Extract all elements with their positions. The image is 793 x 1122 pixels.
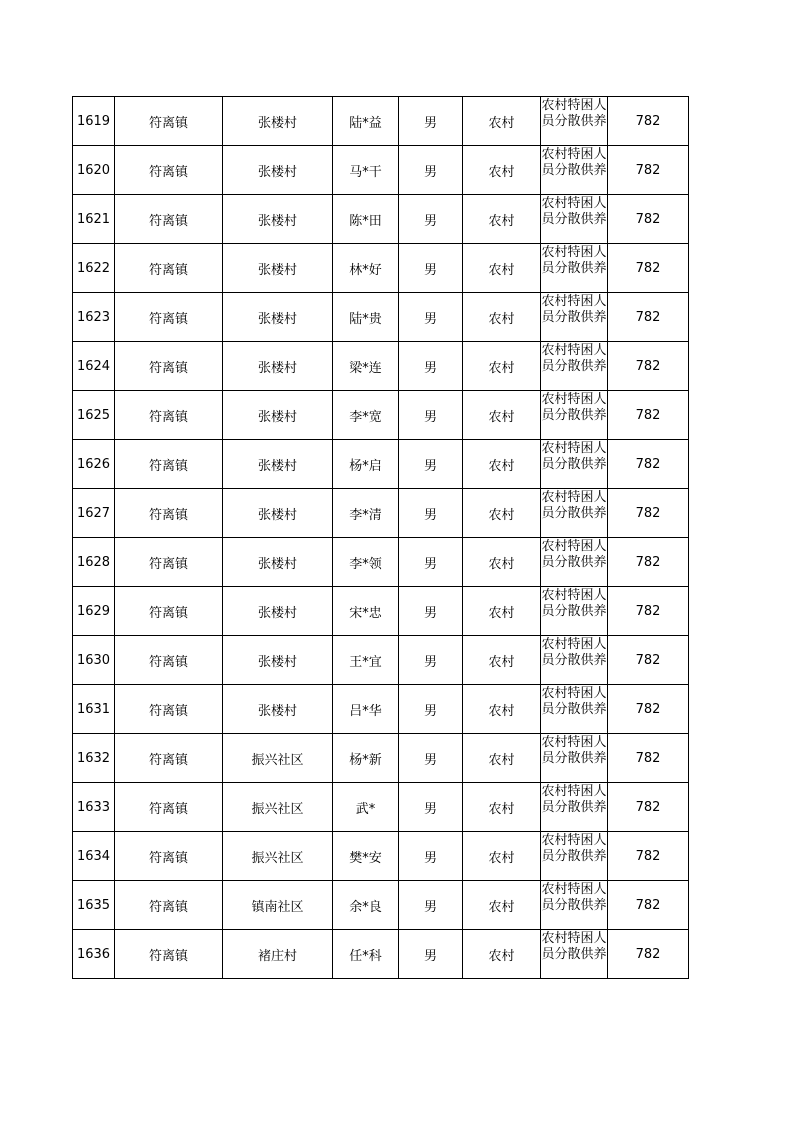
- row-number: 1635: [73, 881, 115, 930]
- amount-cell: 782: [608, 97, 689, 146]
- name-cell: 李*宽: [333, 391, 399, 440]
- village-cell: 张楼村: [223, 244, 333, 293]
- row-number: 1636: [73, 930, 115, 979]
- support-type-cell: [541, 342, 608, 391]
- support-type-text: 农村特困人员分散供养: [541, 294, 607, 325]
- support-type-cell: [541, 685, 608, 734]
- support-type-cell: [541, 881, 608, 930]
- table-row: [73, 587, 689, 636]
- amount-cell: 782: [608, 195, 689, 244]
- support-type-text: 农村特困人员分散供养: [541, 833, 607, 864]
- town-cell: 符离镇: [115, 293, 223, 342]
- name-cell: 杨*新: [333, 734, 399, 783]
- village-cell: 张楼村: [223, 195, 333, 244]
- village-cell: 张楼村: [223, 685, 333, 734]
- row-number: 1621: [73, 195, 115, 244]
- amount-cell: 782: [608, 440, 689, 489]
- area-cell: 农村: [463, 783, 541, 832]
- support-type-text: 农村特困人员分散供养: [541, 392, 607, 423]
- town-cell: 符离镇: [115, 489, 223, 538]
- support-type-text: 农村特困人员分散供养: [541, 343, 607, 374]
- village-cell: 振兴社区: [223, 783, 333, 832]
- village-cell: 张楼村: [223, 440, 333, 489]
- table-row: [73, 342, 689, 391]
- row-number: 1632: [73, 734, 115, 783]
- support-type-text: 农村特困人员分散供养: [541, 98, 607, 129]
- row-number: 1627: [73, 489, 115, 538]
- name-cell: 李*领: [333, 538, 399, 587]
- support-type-cell: [541, 783, 608, 832]
- town-cell: 符离镇: [115, 685, 223, 734]
- village-cell: 褚庄村: [223, 930, 333, 979]
- table-row: [73, 832, 689, 881]
- gender-cell: 男: [399, 930, 463, 979]
- gender-cell: 男: [399, 881, 463, 930]
- area-cell: 农村: [463, 342, 541, 391]
- amount-cell: 782: [608, 538, 689, 587]
- gender-cell: 男: [399, 440, 463, 489]
- support-type-text: 农村特困人员分散供养: [541, 147, 607, 178]
- support-type-cell: [541, 930, 608, 979]
- village-cell: 张楼村: [223, 489, 333, 538]
- support-type-text: 农村特困人员分散供养: [541, 196, 607, 227]
- area-cell: 农村: [463, 244, 541, 293]
- town-cell: 符离镇: [115, 391, 223, 440]
- gender-cell: 男: [399, 342, 463, 391]
- town-cell: 符离镇: [115, 146, 223, 195]
- name-cell: 李*清: [333, 489, 399, 538]
- amount-cell: 782: [608, 832, 689, 881]
- table-row: [73, 440, 689, 489]
- support-type-cell: [541, 832, 608, 881]
- support-type-cell: [541, 440, 608, 489]
- support-type-cell: [541, 587, 608, 636]
- gender-cell: 男: [399, 587, 463, 636]
- town-cell: 符离镇: [115, 440, 223, 489]
- row-number: 1626: [73, 440, 115, 489]
- village-cell: 张楼村: [223, 636, 333, 685]
- support-type-text: 农村特困人员分散供养: [541, 441, 607, 472]
- row-number: 1628: [73, 538, 115, 587]
- row-number: 1622: [73, 244, 115, 293]
- support-type-text: 农村特困人员分散供养: [541, 882, 607, 913]
- table-row: [73, 195, 689, 244]
- support-type-cell: [541, 489, 608, 538]
- amount-cell: 782: [608, 391, 689, 440]
- name-cell: 杨*启: [333, 440, 399, 489]
- town-cell: 符离镇: [115, 587, 223, 636]
- amount-cell: 782: [608, 489, 689, 538]
- amount-cell: 782: [608, 342, 689, 391]
- table-row: [73, 391, 689, 440]
- name-cell: 武*: [333, 783, 399, 832]
- table-row: [73, 783, 689, 832]
- support-type-text: 农村特困人员分散供养: [541, 245, 607, 276]
- table-row: [73, 881, 689, 930]
- amount-cell: 782: [608, 293, 689, 342]
- table-row: [73, 146, 689, 195]
- name-cell: 林*好: [333, 244, 399, 293]
- village-cell: 张楼村: [223, 342, 333, 391]
- area-cell: 农村: [463, 930, 541, 979]
- gender-cell: 男: [399, 146, 463, 195]
- gender-cell: 男: [399, 391, 463, 440]
- support-type-cell: [541, 146, 608, 195]
- village-cell: 张楼村: [223, 293, 333, 342]
- gender-cell: 男: [399, 97, 463, 146]
- area-cell: 农村: [463, 489, 541, 538]
- name-cell: 吕*华: [333, 685, 399, 734]
- data-table: [72, 96, 689, 979]
- table-row: [73, 636, 689, 685]
- support-type-text: 农村特困人员分散供养: [541, 735, 607, 766]
- amount-cell: 782: [608, 930, 689, 979]
- name-cell: 马*干: [333, 146, 399, 195]
- village-cell: 振兴社区: [223, 734, 333, 783]
- support-type-text: 农村特困人员分散供养: [541, 686, 607, 717]
- area-cell: 农村: [463, 734, 541, 783]
- row-number: 1629: [73, 587, 115, 636]
- row-number: 1623: [73, 293, 115, 342]
- town-cell: 符离镇: [115, 734, 223, 783]
- row-number: 1631: [73, 685, 115, 734]
- name-cell: 梁*连: [333, 342, 399, 391]
- area-cell: 农村: [463, 195, 541, 244]
- support-type-cell: [541, 734, 608, 783]
- village-cell: 张楼村: [223, 587, 333, 636]
- amount-cell: 782: [608, 636, 689, 685]
- support-type-text: 农村特困人员分散供养: [541, 931, 607, 962]
- table-row: [73, 538, 689, 587]
- area-cell: 农村: [463, 391, 541, 440]
- town-cell: 符离镇: [115, 538, 223, 587]
- area-cell: 农村: [463, 636, 541, 685]
- support-type-cell: [541, 636, 608, 685]
- town-cell: 符离镇: [115, 881, 223, 930]
- support-type-text: 农村特困人员分散供养: [541, 539, 607, 570]
- town-cell: 符离镇: [115, 832, 223, 881]
- row-number: 1619: [73, 97, 115, 146]
- table-row: [73, 930, 689, 979]
- name-cell: 余*良: [333, 881, 399, 930]
- amount-cell: 782: [608, 685, 689, 734]
- town-cell: 符离镇: [115, 636, 223, 685]
- amount-cell: 782: [608, 587, 689, 636]
- amount-cell: 782: [608, 881, 689, 930]
- village-cell: 张楼村: [223, 97, 333, 146]
- village-cell: 张楼村: [223, 146, 333, 195]
- gender-cell: 男: [399, 685, 463, 734]
- support-type-cell: [541, 391, 608, 440]
- support-type-text: 农村特困人员分散供养: [541, 588, 607, 619]
- town-cell: 符离镇: [115, 342, 223, 391]
- table-row: [73, 293, 689, 342]
- amount-cell: 782: [608, 783, 689, 832]
- area-cell: 农村: [463, 146, 541, 195]
- area-cell: 农村: [463, 538, 541, 587]
- town-cell: 符离镇: [115, 195, 223, 244]
- name-cell: 任*科: [333, 930, 399, 979]
- town-cell: 符离镇: [115, 930, 223, 979]
- support-type-cell: [541, 97, 608, 146]
- name-cell: 宋*忠: [333, 587, 399, 636]
- row-number: 1624: [73, 342, 115, 391]
- area-cell: 农村: [463, 293, 541, 342]
- support-type-text: 农村特困人员分散供养: [541, 490, 607, 521]
- row-number: 1620: [73, 146, 115, 195]
- table-row: [73, 685, 689, 734]
- area-cell: 农村: [463, 881, 541, 930]
- support-type-cell: [541, 538, 608, 587]
- area-cell: 农村: [463, 440, 541, 489]
- name-cell: 陈*田: [333, 195, 399, 244]
- support-type-text: 农村特困人员分散供养: [541, 784, 607, 815]
- gender-cell: 男: [399, 734, 463, 783]
- row-number: 1630: [73, 636, 115, 685]
- gender-cell: 男: [399, 783, 463, 832]
- table-row: [73, 244, 689, 293]
- village-cell: 振兴社区: [223, 832, 333, 881]
- village-cell: 张楼村: [223, 391, 333, 440]
- support-type-cell: [541, 195, 608, 244]
- gender-cell: 男: [399, 489, 463, 538]
- row-number: 1634: [73, 832, 115, 881]
- town-cell: 符离镇: [115, 244, 223, 293]
- row-number: 1633: [73, 783, 115, 832]
- area-cell: 农村: [463, 97, 541, 146]
- gender-cell: 男: [399, 832, 463, 881]
- village-cell: 镇南社区: [223, 881, 333, 930]
- amount-cell: 782: [608, 146, 689, 195]
- village-cell: 张楼村: [223, 538, 333, 587]
- area-cell: 农村: [463, 685, 541, 734]
- row-number: 1625: [73, 391, 115, 440]
- amount-cell: 782: [608, 244, 689, 293]
- table-row: [73, 97, 689, 146]
- support-type-cell: [541, 293, 608, 342]
- area-cell: 农村: [463, 587, 541, 636]
- support-type-text: 农村特困人员分散供养: [541, 637, 607, 668]
- gender-cell: 男: [399, 293, 463, 342]
- gender-cell: 男: [399, 195, 463, 244]
- gender-cell: 男: [399, 538, 463, 587]
- amount-cell: 782: [608, 734, 689, 783]
- table-row: [73, 489, 689, 538]
- gender-cell: 男: [399, 244, 463, 293]
- name-cell: 陆*益: [333, 97, 399, 146]
- support-type-cell: [541, 244, 608, 293]
- table-row: [73, 734, 689, 783]
- name-cell: 陆*贵: [333, 293, 399, 342]
- table-body: [73, 97, 689, 979]
- gender-cell: 男: [399, 636, 463, 685]
- town-cell: 符离镇: [115, 97, 223, 146]
- town-cell: 符离镇: [115, 783, 223, 832]
- area-cell: 农村: [463, 832, 541, 881]
- name-cell: 王*宜: [333, 636, 399, 685]
- name-cell: 樊*安: [333, 832, 399, 881]
